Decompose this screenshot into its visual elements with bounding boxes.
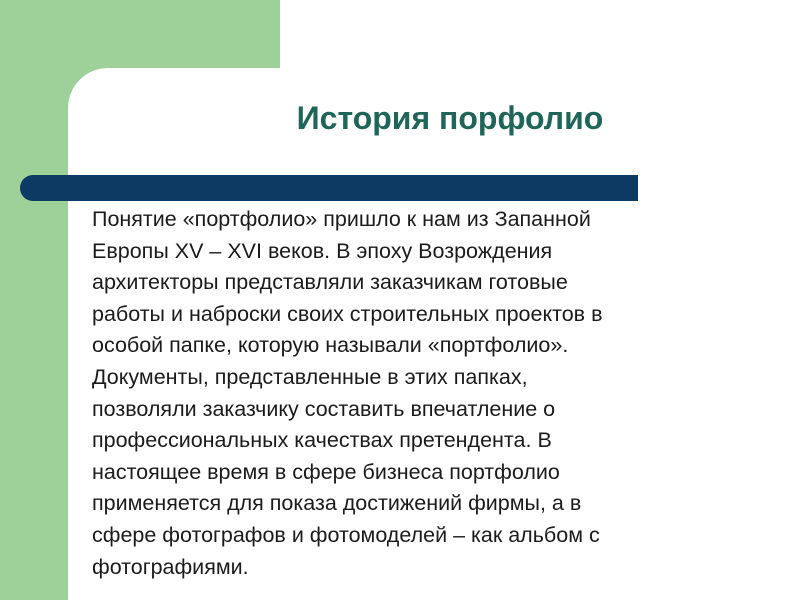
- slide-title: История порфолио: [296, 100, 604, 136]
- slide-body-text: Понятие «портфолио» пришло к нам из Запанной Европы XV – XVI веков. В эпоху Возрождения архитекторы представляли заказчикам готовые работы и наброски своих строительных проектов в особой папке, которую называли «портфолио». Документы, представленные в этих папках, позволяли заказчику составить впечатление о профессиональных качествах претендента. В настоящее время в сфере бизнеса портфолио применяется для показа достижений фирмы, а в сфере фотографов и фотомоделей – как альбом с фотографиями.: [92, 207, 603, 579]
- title-divider-bar: [20, 175, 638, 201]
